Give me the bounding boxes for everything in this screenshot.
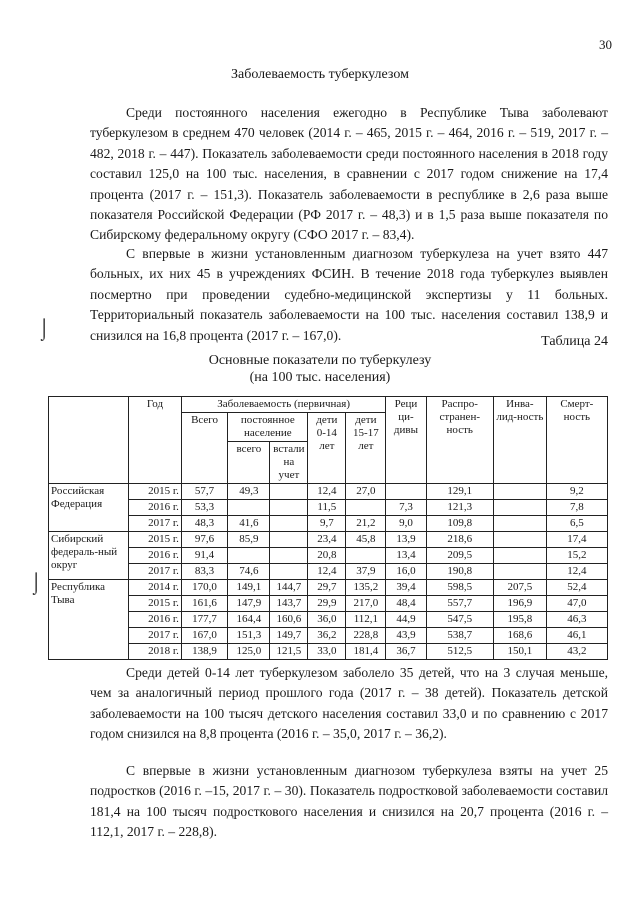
header-prevalence: Распро-странен-ность <box>426 397 493 484</box>
perm-cell: 41,6 <box>228 516 270 532</box>
year-cell: 2017 г. <box>129 628 182 644</box>
c14-cell: 29,9 <box>308 596 346 612</box>
prev-cell: 121,3 <box>426 500 493 516</box>
total-cell: 57,7 <box>181 484 227 500</box>
table-row <box>49 532 608 548</box>
perm-cell <box>228 548 270 564</box>
header-perm-total: всего <box>228 442 270 484</box>
total-cell: 53,3 <box>181 500 227 516</box>
reg-cell <box>270 516 308 532</box>
paragraph-4-text: С впервые в жизни установленным диагнозом туберкулеза взяты на учет 25 подростков (2016 г. –15, 2017 г. – 30). Показатель подростковой заболеваемости составил 181,4 на 100 тысяч подросткового населения и снизился на 20,7 процента (2016 г. – 112,1, 2017 г. – 228,8). <box>90 763 608 840</box>
c14-cell: 11,5 <box>308 500 346 516</box>
dis-cell: 207,5 <box>493 580 546 596</box>
header-disability: Инва-лид-ность <box>493 397 546 484</box>
rec-cell <box>386 484 426 500</box>
prev-cell: 109,8 <box>426 516 493 532</box>
dis-cell: 150,1 <box>493 644 546 660</box>
dis-cell <box>493 500 546 516</box>
c14-cell: 36,2 <box>308 628 346 644</box>
header-mortality: Смерт-ность <box>546 397 607 484</box>
year-cell: 2017 г. <box>129 516 182 532</box>
dis-cell: 168,6 <box>493 628 546 644</box>
c1517-cell <box>346 500 386 516</box>
table-row <box>49 516 608 532</box>
table-row <box>49 612 608 628</box>
mort-cell: 46,3 <box>546 612 607 628</box>
mort-cell: 7,8 <box>546 500 607 516</box>
table-row <box>49 484 608 500</box>
total-cell: 97,6 <box>181 532 227 548</box>
prev-cell: 538,7 <box>426 628 493 644</box>
reg-cell <box>270 532 308 548</box>
paragraph-3 <box>90 663 608 745</box>
rec-cell: 48,4 <box>386 596 426 612</box>
region-cell: Сибирский федераль-ный округ <box>49 532 129 580</box>
dis-cell <box>493 564 546 580</box>
rec-cell: 9,0 <box>386 516 426 532</box>
tuberculosis-stats-table <box>48 396 608 660</box>
c1517-cell: 21,2 <box>346 516 386 532</box>
paragraph-2 <box>90 244 608 346</box>
dis-cell <box>493 484 546 500</box>
paragraph-3-text: Среди детей 0-14 лет туберкулезом заболело 35 детей, что на 3 случая меньше, чем за аналогичный период прошлого года (2017 г. – 38 детей). Показатель детской заболеваемости на 100 тысяч детского населения составил 33,0 и по сравнению с 2017 годом снизился на 8,8 процента (2016 г. – 35,0, 2017 г. – 36,2). <box>90 665 608 742</box>
year-cell: 2016 г. <box>129 612 182 628</box>
paragraph-1 <box>90 103 608 246</box>
year-cell: 2016 г. <box>129 500 182 516</box>
reg-cell: 121,5 <box>270 644 308 660</box>
perm-cell: 85,9 <box>228 532 270 548</box>
c1517-cell: 135,2 <box>346 580 386 596</box>
handwritten-check-mark: ⌡ <box>30 572 43 594</box>
header-total: Всего <box>181 413 227 484</box>
table-row <box>49 564 608 580</box>
reg-cell: 144,7 <box>270 580 308 596</box>
c14-cell: 12,4 <box>308 484 346 500</box>
prev-cell: 209,5 <box>426 548 493 564</box>
dis-cell <box>493 516 546 532</box>
c14-cell: 29,7 <box>308 580 346 596</box>
c1517-cell: 228,8 <box>346 628 386 644</box>
perm-cell: 147,9 <box>228 596 270 612</box>
year-cell: 2016 г. <box>129 548 182 564</box>
total-cell: 138,9 <box>181 644 227 660</box>
year-cell: 2015 г. <box>129 596 182 612</box>
c1517-cell: 112,1 <box>346 612 386 628</box>
c14-cell: 23,4 <box>308 532 346 548</box>
c14-cell: 33,0 <box>308 644 346 660</box>
rec-cell: 7,3 <box>386 500 426 516</box>
prev-cell: 557,7 <box>426 596 493 612</box>
prev-cell: 190,8 <box>426 564 493 580</box>
perm-cell <box>228 500 270 516</box>
header-recidives: Реци ци-дивы <box>386 397 426 484</box>
dis-cell: 195,8 <box>493 612 546 628</box>
total-cell: 161,6 <box>181 596 227 612</box>
dis-cell <box>493 548 546 564</box>
c1517-cell <box>346 548 386 564</box>
reg-cell: 149,7 <box>270 628 308 644</box>
perm-cell: 125,0 <box>228 644 270 660</box>
paragraph-1-text: Среди постоянного населения ежегодно в Республике Тыва заболевают туберкулезом в среднем 470 человек (2014 г. – 465, 2015 г. – 464, 2016 г. – 519, 2017 г. – 482, 2018 г. – 447). Показатель заболеваемости среди постоянного населения в 2018 году составил 125,0 на 100 тыс. населения, в сравнении с 2017 годом снижение на 17,4 процента (2017 г. – 151,3). Показатель заболеваемости в республике в 2,6 раза выше показателя Российской Федерации (РФ 2017 г. – 48,3) и в 1,5 раза выше показателя по Сибирскому федеральному округу (СФО 2017 г. – 83,4). <box>90 105 608 243</box>
year-cell: 2018 г. <box>129 644 182 660</box>
table-title-line-2: (на 100 тыс. населения) <box>249 370 391 385</box>
mort-cell: 15,2 <box>546 548 607 564</box>
c1517-cell: 181,4 <box>346 644 386 660</box>
reg-cell: 160,6 <box>270 612 308 628</box>
c1517-cell: 37,9 <box>346 564 386 580</box>
year-cell: 2015 г. <box>129 484 182 500</box>
header-children: дети 0-14 лет <box>308 413 346 484</box>
c14-cell: 20,8 <box>308 548 346 564</box>
prev-cell: 598,5 <box>426 580 493 596</box>
rec-cell: 43,9 <box>386 628 426 644</box>
paragraph-2-text: С впервые в жизни установленным диагнозом туберкулеза на учет взято 447 больных, их них 45 в учреждениях ФСИН. В течение 2018 года туберкулез выявлен посмертно при проведении судебно-медицинской экспертизы у 11 больных. Территориальный показатель заболеваемости на 100 тыс. населения составил 138,9 и снизился на 16,8 процента (2017 г. – 167,0). <box>90 246 608 343</box>
table-title <box>0 352 640 386</box>
section-title: Заболеваемость туберкулезом <box>231 67 409 82</box>
perm-cell: 74,6 <box>228 564 270 580</box>
total-cell: 83,3 <box>181 564 227 580</box>
dis-cell: 196,9 <box>493 596 546 612</box>
perm-cell: 151,3 <box>228 628 270 644</box>
c1517-cell: 45,8 <box>346 532 386 548</box>
header-teens: дети 15-17 лет <box>346 413 386 484</box>
rec-cell: 16,0 <box>386 564 426 580</box>
region-cell: Российская Федерация <box>49 484 129 532</box>
rec-cell: 36,7 <box>386 644 426 660</box>
header-perm-registered: встали на учет <box>270 442 308 484</box>
c14-cell: 36,0 <box>308 612 346 628</box>
perm-cell: 164,4 <box>228 612 270 628</box>
c1517-cell: 27,0 <box>346 484 386 500</box>
total-cell: 170,0 <box>181 580 227 596</box>
year-cell: 2015 г. <box>129 532 182 548</box>
mort-cell: 12,4 <box>546 564 607 580</box>
year-cell: 2014 г. <box>129 580 182 596</box>
table-title-line-1: Основные показатели по туберкулезу <box>208 353 432 368</box>
total-cell: 177,7 <box>181 612 227 628</box>
header-region <box>49 397 129 484</box>
c14-cell: 9,7 <box>308 516 346 532</box>
perm-cell: 49,3 <box>228 484 270 500</box>
reg-cell <box>270 500 308 516</box>
header-permanent: постоянное население <box>228 413 308 442</box>
total-cell: 167,0 <box>181 628 227 644</box>
rec-cell: 13,4 <box>386 548 426 564</box>
reg-cell <box>270 548 308 564</box>
handwritten-check-mark: ⌡ <box>38 318 51 340</box>
table-row <box>49 548 608 564</box>
region-cell: Республика Тыва <box>49 580 129 660</box>
header-year: Год <box>129 397 182 484</box>
prev-cell: 218,6 <box>426 532 493 548</box>
mort-cell: 52,4 <box>546 580 607 596</box>
year-cell: 2017 г. <box>129 564 182 580</box>
rec-cell: 44,9 <box>386 612 426 628</box>
mort-cell: 47,0 <box>546 596 607 612</box>
dis-cell <box>493 532 546 548</box>
paragraph-4 <box>90 761 608 843</box>
header-incidence: Заболеваемость (первичная) <box>181 397 386 413</box>
mort-cell: 43,2 <box>546 644 607 660</box>
perm-cell: 149,1 <box>228 580 270 596</box>
mort-cell: 17,4 <box>546 532 607 548</box>
table-row <box>49 596 608 612</box>
prev-cell: 547,5 <box>426 612 493 628</box>
table-row <box>49 580 608 596</box>
table-row <box>49 644 608 660</box>
c1517-cell: 217,0 <box>346 596 386 612</box>
mort-cell: 9,2 <box>546 484 607 500</box>
table-row <box>49 628 608 644</box>
page-number: 30 <box>599 37 612 52</box>
mort-cell: 6,5 <box>546 516 607 532</box>
reg-cell <box>270 564 308 580</box>
table-row <box>49 500 608 516</box>
reg-cell: 143,7 <box>270 596 308 612</box>
prev-cell: 512,5 <box>426 644 493 660</box>
table-label: Таблица 24 <box>541 334 608 349</box>
reg-cell <box>270 484 308 500</box>
c14-cell: 12,4 <box>308 564 346 580</box>
prev-cell: 129,1 <box>426 484 493 500</box>
total-cell: 48,3 <box>181 516 227 532</box>
rec-cell: 13,9 <box>386 532 426 548</box>
rec-cell: 39,4 <box>386 580 426 596</box>
mort-cell: 46,1 <box>546 628 607 644</box>
total-cell: 91,4 <box>181 548 227 564</box>
